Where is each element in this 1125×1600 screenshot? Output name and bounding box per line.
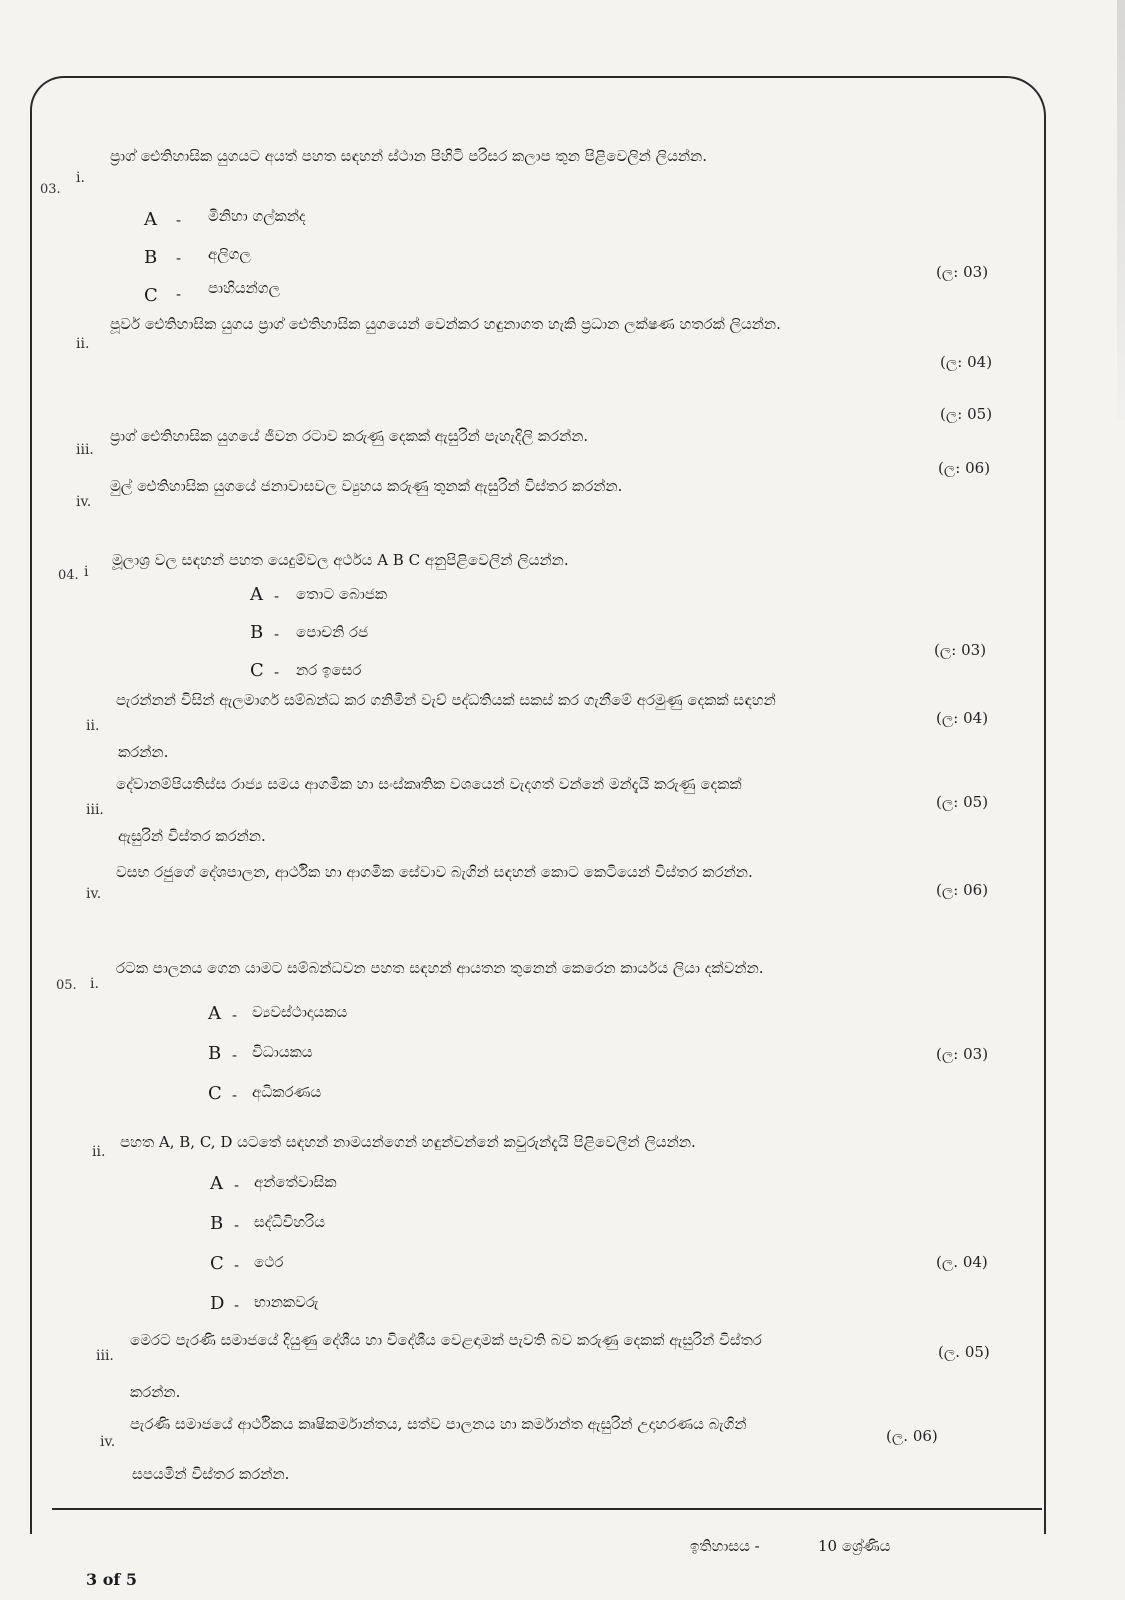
q5-ii-a-label: A: [210, 1173, 223, 1194]
q3-iv-marks: (ල: 06): [938, 459, 991, 477]
q4-ii-marks: (ල: 04): [936, 709, 989, 727]
q3-i-b-dash: -: [176, 249, 182, 267]
q5-i-a-label: A: [208, 1003, 221, 1024]
q5-ii-roman: ii.: [92, 1144, 106, 1160]
q5-iii-text: මෙරට පැරණි සමාජයේ දියුණු දේශීය හා විදේශීය වෙළඳාමක් පැවති බව කරුණු දෙකක් ඇසුරින් විස්තර: [130, 1331, 762, 1349]
q5-ii-b-label: B: [210, 1213, 224, 1234]
q3-i-roman: i.: [76, 170, 85, 186]
q4-i-a-text: තොට බොජක: [296, 585, 388, 603]
q3-i-text: ප්‍රාග් ඓතිහාසික යුගයට අයත් පහත සඳහන් ස්ථාන පිහිටි පරිසර කලාප තුන පිළිවෙලින් ලියන්න.: [110, 147, 707, 165]
q5-iv-text: පැරණි සමාජයේ ආර්ථිකය කෘෂිකර්මාන්තය, සත්ව පාලනය හා කර්මාන්ත ඇසුරින් උදාහරණය බැගින්: [130, 1415, 747, 1433]
q3-ii-text: පූර්ව ඓතිහාසික යුගය ප්‍රාග් ඓතිහාසික යුගයෙන් වෙන්කර හඳුනාගත හැකි ප්‍රධාන ලක්ෂණ හතරක් ලියන්න.: [110, 315, 781, 333]
q5-i-b-label: B: [208, 1043, 222, 1064]
q5-ii-marks: (ල. 04): [936, 1253, 988, 1271]
q5-i-c-text: අධිකරණය: [252, 1083, 322, 1101]
q3-iii-marks: (ල: 05): [940, 405, 993, 423]
page-border: [30, 76, 1046, 1534]
q4-ii-text-cont: කරන්න.: [118, 743, 169, 761]
q4-i-roman: i: [84, 564, 89, 580]
footer-subject: ඉතිහාසය -: [690, 1537, 760, 1555]
q5-iii-text-cont: කරන්න.: [130, 1383, 181, 1401]
q3-i-a-label: A: [144, 209, 157, 230]
q5-i-marks: (ල: 03): [936, 1045, 989, 1063]
q3-i-marks: (ල: 03): [936, 263, 989, 281]
q5-ii-d-label: D: [210, 1293, 225, 1314]
q5-ii-b-dash: -: [234, 1216, 240, 1234]
q3-i-a-dash: -: [176, 211, 182, 229]
q4-i-c-dash: -: [274, 663, 280, 681]
q4-iii-marks: (ල: 05): [936, 793, 989, 811]
q4-i-b-dash: -: [274, 625, 280, 643]
q5-i-c-dash: -: [232, 1086, 238, 1104]
q3-ii-marks: (ල: 04): [940, 353, 993, 371]
q4-i-c-label: C: [250, 660, 264, 681]
q5-iv-marks: (ල. 06): [886, 1427, 938, 1445]
q4-i-marks: (ල: 03): [934, 641, 987, 659]
q5-ii-text: පහත A, B, C, D යටතේ සඳහන් නාමයන්ගෙන් හඳුන්වන්නේ කවුරුන්දැයි පිළිවෙලින් ලියන්න.: [120, 1133, 696, 1151]
q3-i-b-label: B: [144, 247, 158, 268]
q5-i-text: රටක පාලනය ගෙන යාමට සම්බන්ධවන පහත සඳහන් ආයතන තුනෙන් කෙරෙන කාර්යය ලියා දක්වන්න.: [116, 959, 764, 977]
q5-number: 05.: [56, 978, 77, 993]
q5-ii-d-text: භානකවරු: [254, 1293, 319, 1311]
q5-i-c-label: C: [208, 1083, 222, 1104]
q3-number: 03.: [40, 182, 61, 197]
page-number: 3 of 5: [86, 1570, 137, 1589]
q4-iv-roman: iv.: [86, 886, 102, 902]
q5-iii-marks: (ල. 05): [938, 1343, 990, 1361]
q5-i-roman: i.: [90, 976, 99, 992]
q5-i-a-text: ව්‍යවස්ථාදායකය: [252, 1003, 348, 1021]
q4-iii-text: දේවානම්පියතිස්ස රාජ්‍ය සමය ආගමික හා සංස්කෘතික වශයෙන් වැදගත් වන්නේ මන්දැයි කරුණු දෙකක්: [116, 775, 742, 793]
q4-iv-marks: (ල: 06): [936, 881, 989, 899]
q4-i-b-label: B: [250, 622, 264, 643]
q5-ii-c-label: C: [210, 1253, 224, 1274]
q4-iii-text-cont: ඇසුරින් විස්තර කරන්න.: [118, 827, 266, 845]
footer-grade: 10 ශ්‍රේණිය: [818, 1537, 891, 1555]
q4-number: 04.: [58, 568, 79, 583]
q4-i-b-text: පොචනි රජ: [296, 623, 369, 641]
q4-iii-roman: iii.: [86, 802, 104, 818]
q5-ii-a-text: අන්තේවාසික: [254, 1173, 337, 1191]
q3-i-c-dash: -: [176, 285, 182, 303]
q3-i-c-label: C: [144, 285, 158, 306]
q5-ii-a-dash: -: [234, 1176, 240, 1194]
q3-i-c-text: පාහියන්ගල: [208, 279, 281, 297]
scan-edge: [1117, 0, 1125, 420]
q4-i-c-text: නර ඉසෙර: [296, 661, 362, 679]
q3-i-a-text: මිනිහා ගල්කන්ද: [208, 207, 306, 225]
q3-iv-text: මුල් ඓතිහාසික යුගයේ ජනාවාසවල ව්‍යුහය කරුණු තුනක් ඇසුරින් විස්තර කරන්න.: [110, 477, 623, 495]
q5-ii-b-text: සද්ධිවිහරිය: [254, 1213, 325, 1231]
q4-ii-text: පැරන්නන් විසින් ඇලමාර්ග සම්බන්ධ කර ගනිමින් වැව් පද්ධතියක් සකස් කර ගැනීමේ අරමුණු දෙකක් සඳහන්: [116, 691, 776, 709]
q3-iii-roman: iii.: [76, 442, 94, 458]
footer-rule: [52, 1508, 1042, 1510]
q3-iii-text: ප්‍රාග් ඓතිහාසික යුගයේ ජීවන රටාව කරුණු දෙකක් ඇසුරින් පැහැදිලි කරන්න.: [110, 427, 589, 445]
q4-i-text: මූලාශ්‍ර වල සඳහන් පහත යෙදුම්වල අර්ථය A B C අනුපිළිවෙලින් ලියන්න.: [112, 551, 569, 569]
q5-iv-roman: iv.: [100, 1434, 116, 1450]
q5-iii-roman: iii.: [96, 1348, 114, 1364]
q3-i-b-text: අලිගල: [208, 245, 251, 263]
q4-ii-roman: ii.: [86, 718, 100, 734]
q5-i-b-text: විධායකය: [252, 1043, 313, 1061]
q5-i-b-dash: -: [232, 1046, 238, 1064]
q3-iv-roman: iv.: [76, 494, 92, 510]
q5-ii-c-text: ථෙර: [254, 1253, 284, 1271]
q4-i-a-label: A: [250, 584, 263, 605]
q5-ii-c-dash: -: [234, 1256, 240, 1274]
q4-iv-text: වසභ රජුගේ දේශපාලන, ආර්ථික හා ආගමික සේවාව බැගින් සඳහන් කොට කෙටියෙන් විස්තර කරන්න.: [116, 863, 753, 881]
q3-ii-roman: ii.: [76, 336, 90, 352]
q5-i-a-dash: -: [232, 1006, 238, 1024]
q5-ii-d-dash: -: [234, 1296, 240, 1314]
q4-i-a-dash: -: [274, 587, 280, 605]
q5-iv-text-cont: සපයමින් විස්තර කරන්න.: [132, 1465, 290, 1483]
